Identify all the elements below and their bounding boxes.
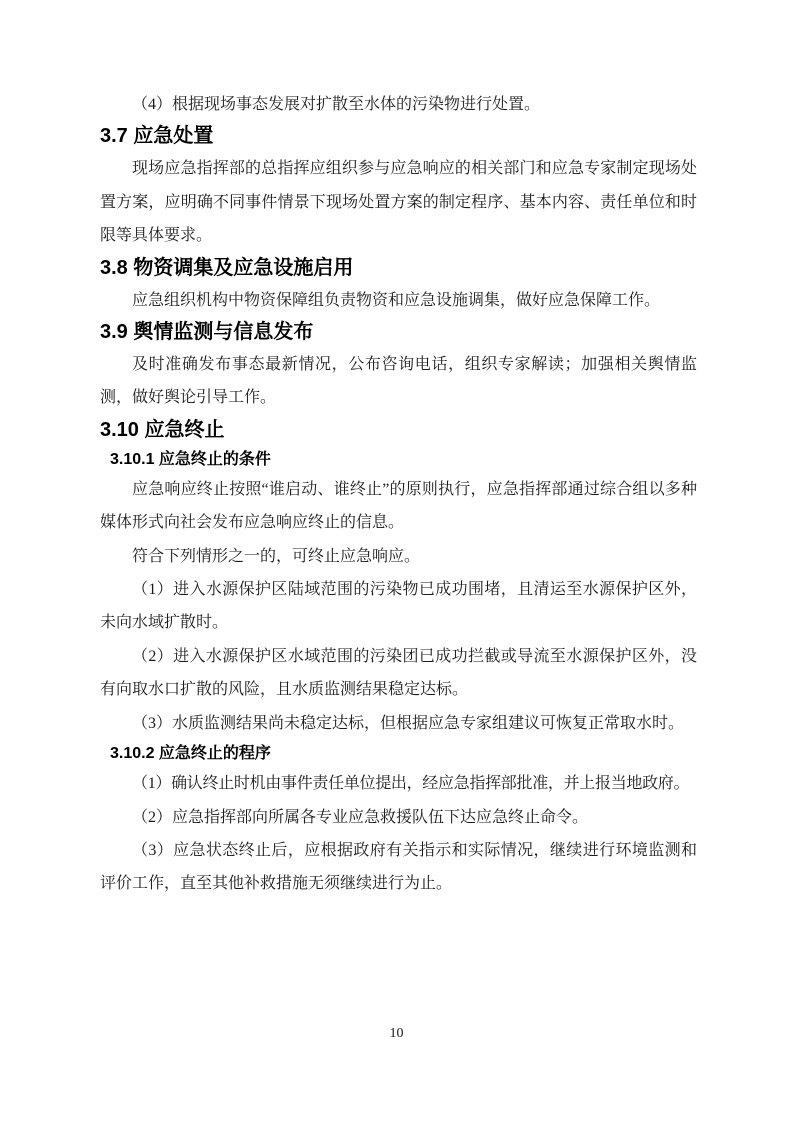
section-heading-3-9: 3.9 舆情监测与信息发布	[100, 321, 314, 344]
page-number: 10	[389, 1026, 404, 1041]
body-paragraph: 及时准确发布事态最新情况，公布咨询电话，组织专家解读；加强相关舆情监测，做好舆论引导工作。	[100, 356, 697, 407]
numbered-item-1: （1）确认终止时机由事件责任单位提出，经应急指挥部批准，并上报当地政府。	[132, 775, 690, 793]
body-paragraph: 符合下列情形之一的，可终止应急响应。	[132, 547, 421, 565]
body-paragraph: 应急响应终止按照“谁启动、谁终止”的原则执行，应急指挥部通过综合组以多种媒体形式向社会发布应急响应终止的信息。	[100, 480, 697, 532]
body-paragraph: 现场应急指挥部的总指挥应组织参与应急响应的相关部门和应急专家制定现场处置方案，应明确不同事件情景下现场处置方案的制定程序、基本内容、责任单位和时限等具体要求。	[100, 160, 697, 245]
section-heading-3-8: 3.8 物资调集及应急设施启用	[100, 256, 354, 279]
numbered-item-2: （2）进入水源保护区水域范围的污染团已成功拦截或导流至水源保护区外，没有向取水口扩散的风险，且水质监测结果稳定达标。	[100, 647, 697, 699]
numbered-item-1: （1）进入水源保护区陆域范围的污染物已成功围堵，且清运至水源保护区外，未向水域扩散时。	[100, 581, 697, 632]
page-content	[100, 88, 697, 901]
numbered-item-3: （3）应急状态终止后，应根据政府有关指示和实际情况，继续进行环境监测和评价工作，直至其他补救措施无须继续进行为止。	[100, 841, 697, 893]
subsection-heading-3-10-1: 3.10.1 应急终止的条件	[110, 450, 271, 468]
body-paragraph: 应急组织机构中物资保障组负责物资和应急设施调集，做好应急保障工作。	[132, 291, 661, 309]
numbered-item-3: （3）水质监测结果尚未稳定达标，但根据应急专家组建议可恢复正常取水时。	[132, 714, 685, 732]
numbered-item-4: （4）根据现场事态发展对扩散至水体的污染物进行处置。	[132, 96, 541, 113]
section-heading-3-7: 3.7 应急处置	[100, 125, 214, 148]
subsection-heading-3-10-2: 3.10.2 应急终止的程序	[110, 745, 271, 763]
numbered-item-2: （2）应急指挥部向所属各专业应急救援队伍下达应急终止命令。	[132, 808, 589, 826]
section-heading-3-10: 3.10 应急终止	[100, 418, 225, 441]
